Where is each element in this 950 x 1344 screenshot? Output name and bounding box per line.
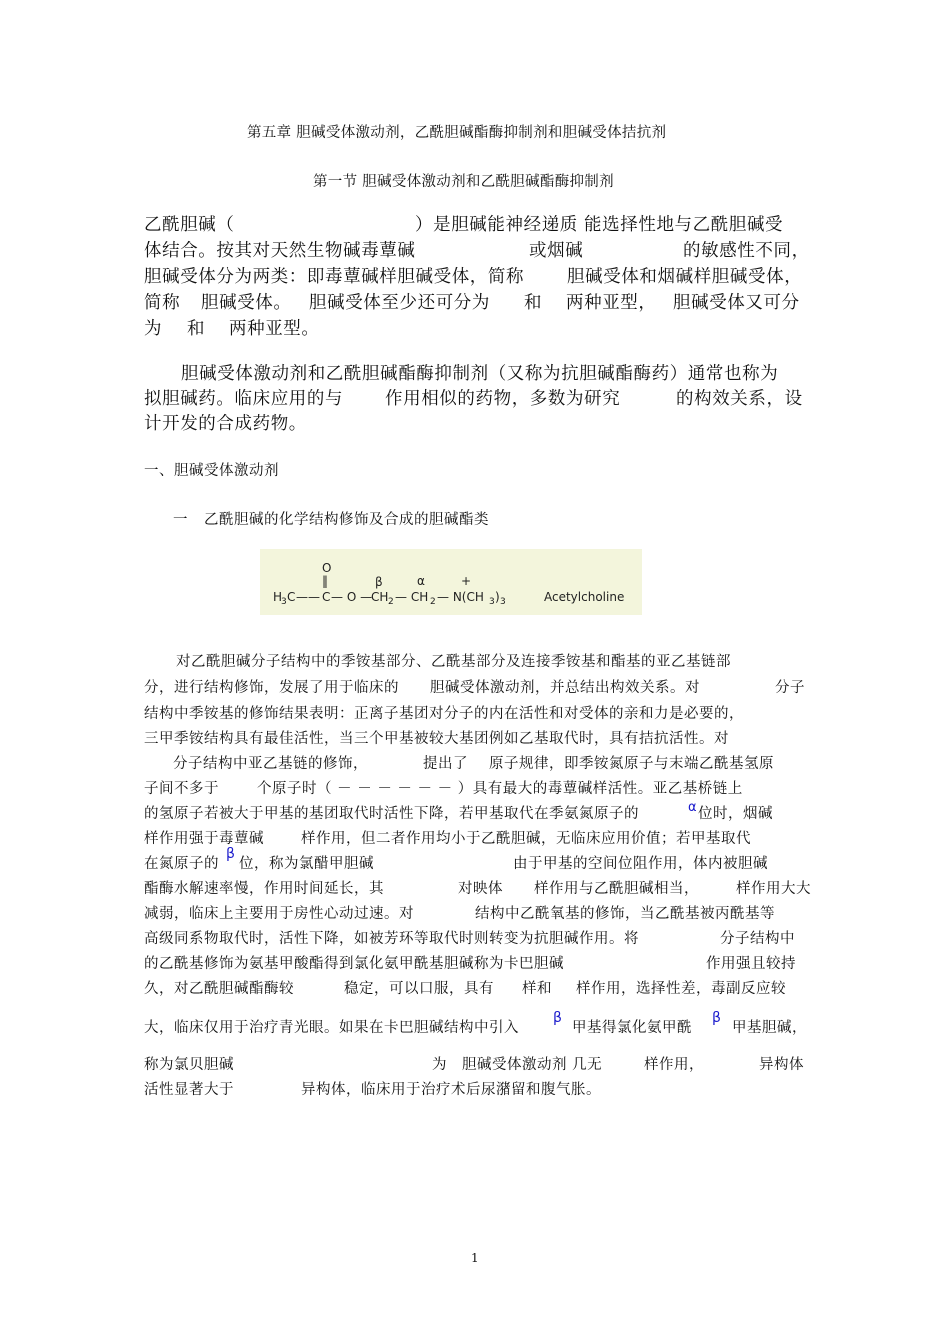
carbonyl-oxygen: O — [322, 561, 332, 575]
body-text: 作用强且较持 — [706, 956, 796, 972]
methyl-subscript-2: 3 — [489, 597, 495, 607]
body-text: 酯酶水解速率慢，作用时间延长，其 — [144, 881, 384, 897]
heading-subsection-number: 一 — [173, 512, 188, 528]
p1-text: ）是胆碱能神经递质 能选择性地与乙酰胆碱受 — [415, 215, 784, 235]
body-text: 活性显著大于 — [144, 1082, 234, 1098]
p2-text: 作用相似的药物，多数为研究 — [385, 389, 621, 409]
ester-oxygen: — O — — [331, 590, 373, 604]
p1-text: 简称 — [144, 293, 181, 313]
body-text: 位，称为氯醋甲胆碱 — [239, 856, 374, 872]
beta-label: β — [375, 575, 383, 589]
bond-1: —— — [296, 590, 320, 604]
p1-text: 胆碱受体。 — [201, 293, 292, 313]
body-text: 个原子时（ － － － － － － ）具有最大的毒蕈碱样活性。亚乙基桥链上 — [257, 781, 743, 797]
p1-text: 两种亚型， — [566, 293, 657, 313]
p1-text: 胆碱受体又可分 — [673, 293, 800, 313]
body-text: 样作用，但二者作用均小于乙酰胆碱，无临床应用价值；若甲基取代 — [301, 831, 751, 847]
body-text: 对乙酰胆碱分子结构中的季铵基部分、乙酰基部分及连接季铵基和酯基的亚乙基链部 — [176, 654, 731, 670]
p1-text: 为 — [144, 319, 163, 339]
body-text: 对映体 — [458, 881, 503, 897]
ch2-beta-subscript: 2 — [388, 597, 394, 607]
p2-text: 胆碱受体激动剂和乙酰胆碱酯酶抑制剂（又称为抗胆碱酯酶药）通常也称为 — [181, 364, 779, 384]
body-text: 样作用与乙酰胆碱相当， — [534, 881, 699, 897]
section-title: 第一节 胆碱受体激动剂和乙酰胆碱酯酶抑制剂 — [313, 174, 614, 190]
body-text: 结构中季铵基的修饰结果表明：正离子基团对分子的内在活性和对受体的亲和力是必要的， — [144, 706, 744, 722]
trimethylammonium: — N(CH — [437, 590, 484, 604]
methyl-h: H — [273, 590, 283, 604]
p1-text: 的敏感性不同， — [683, 241, 810, 261]
p1-text: 两种亚型。 — [229, 319, 320, 339]
beta-symbol: β — [553, 1010, 562, 1026]
body-text: 样和 — [522, 981, 552, 997]
heading-agonists: 一、胆碱受体激动剂 — [144, 463, 279, 479]
methyl-count-subscript: 3 — [500, 597, 506, 607]
body-text: 异构体，临床用于治疗术后尿潴留和腹气胀。 — [301, 1082, 601, 1098]
double-bond: ‖ — [322, 574, 328, 588]
p1-text: 体结合。按其对天然生物碱毒蕈碱 — [144, 241, 416, 261]
body-text: 称为氯贝胆碱 — [144, 1057, 234, 1073]
close-paren: ) — [495, 590, 500, 604]
methyl-c: C — [287, 590, 296, 604]
p2-text: 拟胆碱药。临床应用的与 — [144, 389, 344, 409]
body-text: 高级同系物取代时，活性下降，如被芳环等取代时则转变为抗胆碱作用。将 — [144, 931, 639, 947]
heading-subsection: 乙酰胆碱的化学结构修饰及合成的胆碱酯类 — [204, 512, 489, 528]
body-text: 甲基胆碱， — [732, 1020, 807, 1036]
body-text: 甲基得氯化氨甲酰 — [572, 1020, 692, 1036]
compound-name: Acetylcholine — [544, 590, 625, 604]
body-text: 为 — [432, 1057, 447, 1073]
body-text: 胆碱受体激动剂 几无 — [462, 1057, 603, 1073]
body-text: 大，临床仅用于治疗青光眼。如果在卡巴胆碱结构中引入 — [144, 1020, 519, 1036]
methyl-subscript: 3 — [281, 597, 287, 607]
page-number: 1 — [471, 1251, 479, 1265]
body-text: 的氢原子若被大于甲基的基团取代时活性下降，若甲基取代在季氨氮原子的 — [144, 806, 639, 822]
body-text: 子间不多于 — [144, 781, 219, 797]
body-text: 在氮原子的 — [144, 856, 219, 872]
body-text: 样作用， — [644, 1057, 704, 1073]
ch2-alpha-subscript: 2 — [430, 597, 436, 607]
p1-text: 胆碱受体和烟碱样胆碱受体， — [567, 267, 803, 287]
p1-text: 胆碱受体至少还可分为 — [309, 293, 490, 313]
body-text: 样作用强于毒蕈碱 — [144, 831, 264, 847]
p1-text: 乙酰胆碱（ — [144, 215, 235, 235]
body-text: 的乙酰基修饰为氨基甲酸酯得到氯化氨甲酰基胆碱称为卡巴胆碱 — [144, 956, 564, 972]
body-text: 样作用，选择性差，毒副反应较 — [576, 981, 786, 997]
body-text: 分子结构中亚乙基链的修饰， — [173, 756, 368, 772]
beta-symbol: β — [712, 1010, 721, 1026]
body-text: 提出了 — [423, 756, 468, 772]
body-text: 异构体 — [759, 1057, 804, 1073]
ch2-beta: CH — [371, 590, 389, 604]
p1-text: 和 — [524, 293, 543, 313]
body-text: 分子结构中 — [720, 931, 795, 947]
acetylcholine-formula — [260, 549, 642, 615]
p2-text: 的构效关系，设 — [676, 389, 803, 409]
body-text: 原子规律，即季铵氮原子与末端乙酰基氢原 — [489, 756, 774, 772]
p2-text: 计开发的合成药物。 — [144, 414, 307, 434]
body-text: 分子 — [775, 680, 805, 696]
carbonyl-carbon: C — [322, 590, 331, 604]
body-text: 稳定，可以口服，具有 — [344, 981, 494, 997]
body-text: 位时，烟碱 — [698, 806, 773, 822]
p1-text: 胆碱受体分为两类：即毒蕈碱样胆碱受体，简称 — [144, 267, 525, 287]
body-text: 胆碱受体激动剂，并总结出构效关系。对 — [430, 680, 700, 696]
formula-drawing — [260, 549, 642, 615]
body-text: 三甲季铵结构具有最佳活性，当三个甲基被较大基团例如乙基取代时，具有拮抗活性。对 — [144, 731, 729, 747]
positive-charge: + — [461, 574, 472, 588]
alpha-label: α — [417, 574, 425, 588]
p1-text: 和 — [187, 319, 206, 339]
body-text: 分，进行结构修饰，发展了用于临床的 — [144, 680, 399, 696]
body-text: 久，对乙酰胆碱酯酶较 — [144, 981, 294, 997]
body-text: 由于甲基的空间位阻作用，体内被胆碱 — [513, 856, 768, 872]
alpha-symbol: α — [688, 800, 697, 815]
chapter-title: 第五章 胆碱受体激动剂，乙酰胆碱酯酶抑制剂和胆碱受体拮抗剂 — [247, 125, 667, 141]
p1-text: 或烟碱 — [529, 241, 584, 261]
body-text: 样作用大大 — [736, 881, 811, 897]
body-text: 减弱，临床上主要用于房性心动过速。对 — [144, 906, 414, 922]
body-text: 结构中乙酰氧基的修饰，当乙酰基被丙酰基等 — [475, 906, 775, 922]
ch2-alpha: — CH — [395, 590, 429, 604]
beta-symbol: β — [226, 846, 235, 862]
